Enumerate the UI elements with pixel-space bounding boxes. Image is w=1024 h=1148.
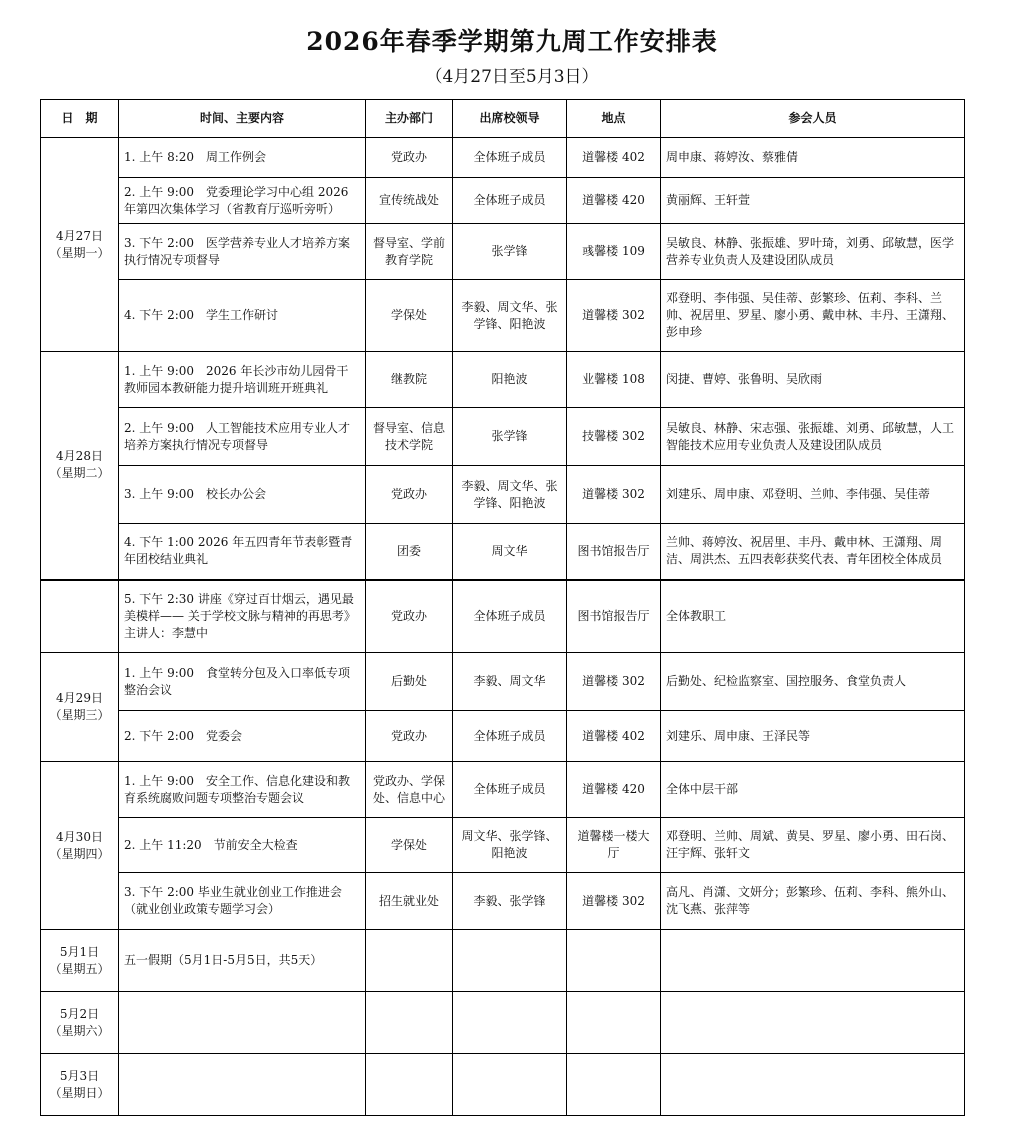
table-row bbox=[41, 653, 965, 711]
leader-cell: 全体班子成员 bbox=[453, 580, 567, 653]
attendees-cell bbox=[661, 992, 965, 1054]
table-row bbox=[41, 224, 965, 280]
table-row bbox=[41, 992, 965, 1054]
leader-cell: 张学锋 bbox=[453, 224, 567, 280]
attendees-cell: 后勤处、纪检监察室、国控服务、食堂负责人 bbox=[661, 653, 965, 711]
table-row bbox=[41, 1054, 965, 1116]
place-cell: 道馨楼 420 bbox=[567, 178, 661, 224]
leader-cell: 李毅、张学锋 bbox=[453, 873, 567, 930]
weekday-label: （星期一） bbox=[49, 245, 110, 260]
date-label: 5月2日 bbox=[59, 1006, 100, 1021]
content-cell: 2. 上午 9:00 人工智能技术应用专业人才培养方案执行情况专项督导 bbox=[119, 408, 366, 466]
page-title: 2026年春季学期第九周工作安排表 bbox=[306, 27, 718, 56]
leader-cell bbox=[453, 992, 567, 1054]
content-cell: 5. 下午 2:30 讲座《穿过百廿烟云，遇见最美模样—— 关于学校文脉与精神的再思考》主讲人：李慧中 bbox=[119, 580, 366, 653]
attendees-cell: 吴敏良、林静、张振雄、罗叶琦，刘勇、邱敏慧，医学营养专业负责人及建设团队成员 bbox=[661, 224, 965, 280]
table-row bbox=[41, 873, 965, 930]
content-cell: 1. 上午 9:00 食堂转分包及入口率低专项整治会议 bbox=[119, 653, 366, 711]
weekday-label: （星期四） bbox=[49, 846, 110, 861]
leader-cell bbox=[453, 1054, 567, 1116]
leader-cell: 周文华 bbox=[453, 524, 567, 580]
weekday-label: （星期二） bbox=[49, 466, 110, 481]
attendees-cell: 兰帅、蒋婷汝、祝居里、丰丹、戴申林、王潇翔、周洁、周洪杰、五四表彰获奖代表、青年团校全体成员 bbox=[661, 524, 965, 580]
place-cell: 道馨楼 302 bbox=[567, 653, 661, 711]
attendees-cell: 闵捷、曹婷、张鲁明、吴欣雨 bbox=[661, 352, 965, 408]
leader-cell: 李毅、周文华 bbox=[453, 653, 567, 711]
content-cell: 1. 上午 9:00 安全工作、信息化建设和教育系统腐败问题专项整治专题会议 bbox=[119, 762, 366, 818]
attendees-cell bbox=[661, 1054, 965, 1116]
leader-cell: 张学锋 bbox=[453, 408, 567, 466]
leader-cell bbox=[453, 930, 567, 992]
date-label: 4月30日 bbox=[56, 829, 103, 844]
table-row bbox=[41, 524, 965, 580]
content-cell: 4. 下午 2:00 学生工作研讨 bbox=[119, 280, 366, 352]
date-cell bbox=[41, 992, 119, 1054]
place-cell: 道馨楼 402 bbox=[567, 138, 661, 178]
leader-cell: 李毅、周文华、张学锋、阳艳波 bbox=[453, 466, 567, 524]
dept-cell: 宣传统战处 bbox=[366, 178, 453, 224]
dept-cell: 学保处 bbox=[366, 818, 453, 873]
table-row bbox=[41, 711, 965, 762]
attendees-cell: 刘建乐、周申康、邓登明、兰帅、李伟强、吴佳蒂 bbox=[661, 466, 965, 524]
attendees-cell: 吴敏良、林静、宋志强、张振雄、刘勇、邱敏慧，人工智能技术应用专业负责人及建设团队成员 bbox=[661, 408, 965, 466]
table-row bbox=[41, 178, 965, 224]
content-cell: 2. 上午 11:20 节前安全大检查 bbox=[119, 818, 366, 873]
place-cell: 道馨楼 302 bbox=[567, 280, 661, 352]
leader-cell: 周文华、张学锋、阳艳波 bbox=[453, 818, 567, 873]
date-label: 4月29日 bbox=[56, 691, 103, 705]
place-cell bbox=[567, 992, 661, 1054]
attendees-cell: 刘建乐、周申康、王泽民等 bbox=[661, 711, 965, 762]
table-row bbox=[41, 408, 965, 466]
leader-cell: 阳艳波 bbox=[453, 352, 567, 408]
attendees-cell: 邓登明、李伟强、吴佳蒂、彭繁珍、伍莉、李科、兰帅、祝居里、罗星、廖小勇、戴申林、丰丹、王潇翔、彭申珍 bbox=[661, 280, 965, 352]
content-cell: 2. 下午 2:00 党委会 bbox=[119, 711, 366, 762]
dept-cell: 团委 bbox=[366, 524, 453, 580]
table-row bbox=[41, 466, 965, 524]
date-cell bbox=[41, 138, 119, 352]
place-cell: 道馨楼 420 bbox=[567, 762, 661, 818]
leader-cell: 全体班子成员 bbox=[453, 762, 567, 818]
place-cell: 图书馆报告厅 bbox=[567, 524, 661, 580]
content-cell bbox=[119, 992, 366, 1054]
content-cell: 1. 上午 8:20 周工作例会 bbox=[119, 138, 366, 178]
leader-cell: 李毅、周文华、张学锋、阳艳波 bbox=[453, 280, 567, 352]
attendees-cell: 黄丽辉、王轩萱 bbox=[661, 178, 965, 224]
table-row bbox=[41, 818, 965, 873]
content-cell: 4. 下午 1:00 2026 年五四青年节表彰暨青年团校结业典礼 bbox=[119, 524, 366, 580]
dept-cell: 督导室、信息技术学院 bbox=[366, 408, 453, 466]
leader-cell: 全体班子成员 bbox=[453, 138, 567, 178]
leader-cell: 全体班子成员 bbox=[453, 711, 567, 762]
page-subtitle: （4月27日至5月3日） bbox=[425, 67, 599, 87]
table-row bbox=[41, 280, 965, 352]
dept-cell: 督导室、学前教育学院 bbox=[366, 224, 453, 280]
content-cell: 1. 上午 9:00 2026 年长沙市幼儿园骨干教师园本教研能力提升培训班开班典礼 bbox=[119, 352, 366, 408]
place-cell: 道馨楼 402 bbox=[567, 711, 661, 762]
dept-cell: 学保处 bbox=[366, 280, 453, 352]
date-label: 4月28日 bbox=[56, 449, 103, 464]
dept-cell bbox=[366, 1054, 453, 1116]
header-place: 地点 bbox=[567, 100, 661, 138]
header-attendees: 参会人员 bbox=[661, 100, 965, 138]
content-cell: 2. 上午 9:00 党委理论学习中心组 2026 年第四次集体学习（省教育厅巡听旁听） bbox=[119, 178, 366, 224]
dept-cell: 招生就业处 bbox=[366, 873, 453, 930]
place-cell: 彧馨楼 109 bbox=[567, 224, 661, 280]
weekday-label: （星期三） bbox=[49, 708, 110, 722]
table-header-row bbox=[41, 100, 965, 138]
place-cell: 图书馆报告厅 bbox=[567, 580, 661, 653]
date-cell bbox=[41, 653, 119, 762]
place-cell: 道馨楼 302 bbox=[567, 466, 661, 524]
dept-cell: 继教院 bbox=[366, 352, 453, 408]
dept-cell bbox=[366, 992, 453, 1054]
place-cell: 业馨楼 108 bbox=[567, 352, 661, 408]
table-row bbox=[41, 138, 965, 178]
attendees-cell: 周申康、蒋婷汝、蔡雅倩 bbox=[661, 138, 965, 178]
date-label: 4月27日 bbox=[56, 228, 103, 243]
date-label: 5月1日 bbox=[59, 944, 100, 959]
dept-cell: 党政办 bbox=[366, 580, 453, 653]
content-cell: 3. 下午 2:00 医学营养专业人才培养方案执行情况专项督导 bbox=[119, 224, 366, 280]
table-row bbox=[41, 762, 965, 818]
place-cell: 技馨楼 302 bbox=[567, 408, 661, 466]
date-cell bbox=[41, 762, 119, 930]
dept-cell: 党政办 bbox=[366, 138, 453, 178]
table-row bbox=[41, 352, 965, 408]
weekday-label: （星期五） bbox=[49, 961, 110, 976]
dept-cell: 党政办 bbox=[366, 711, 453, 762]
content-cell bbox=[119, 1054, 366, 1116]
dept-cell: 党政办、学保处、信息中心 bbox=[366, 762, 453, 818]
schedule-table bbox=[40, 99, 965, 1116]
content-cell: 3. 上午 9:00 校长办公会 bbox=[119, 466, 366, 524]
date-cell bbox=[41, 930, 119, 992]
place-cell: 道馨楼 302 bbox=[567, 873, 661, 930]
date-cell bbox=[41, 1054, 119, 1116]
table-row bbox=[41, 930, 965, 992]
header-content: 时间、主要内容 bbox=[119, 100, 366, 138]
date-cell-empty bbox=[41, 580, 119, 653]
header-leader: 出席校领导 bbox=[453, 100, 567, 138]
attendees-cell: 全体中层干部 bbox=[661, 762, 965, 818]
weekday-label: （星期六） bbox=[49, 1023, 110, 1038]
attendees-cell: 高凡、肖潇、文妍分；彭繁珍、伍莉、李科、熊外山、沈飞燕、张萍等 bbox=[661, 873, 965, 930]
dept-cell: 后勤处 bbox=[366, 653, 453, 711]
dept-cell bbox=[366, 930, 453, 992]
header-dept: 主办部门 bbox=[366, 100, 453, 138]
content-cell: 3. 下午 2:00 毕业生就业创业工作推进会（就业创业政策专题学习会） bbox=[119, 873, 366, 930]
place-cell bbox=[567, 930, 661, 992]
place-cell: 道馨楼一楼大厅 bbox=[567, 818, 661, 873]
place-cell bbox=[567, 1054, 661, 1116]
attendees-cell: 邓登明、兰帅、周斌、黄昊、罗星、廖小勇、田石岗、汪宇辉、张轩文 bbox=[661, 818, 965, 873]
attendees-cell bbox=[661, 930, 965, 992]
content-cell: 五一假期（5月1日-5月5日，共5天） bbox=[119, 930, 366, 992]
table-row bbox=[41, 580, 965, 653]
attendees-cell: 全体教职工 bbox=[661, 580, 965, 653]
leader-cell: 全体班子成员 bbox=[453, 178, 567, 224]
date-label: 5月3日 bbox=[59, 1068, 100, 1083]
dept-cell: 党政办 bbox=[366, 466, 453, 524]
header-date: 日 期 bbox=[41, 100, 119, 138]
date-cell bbox=[41, 352, 119, 580]
weekday-label: （星期日） bbox=[49, 1085, 110, 1100]
